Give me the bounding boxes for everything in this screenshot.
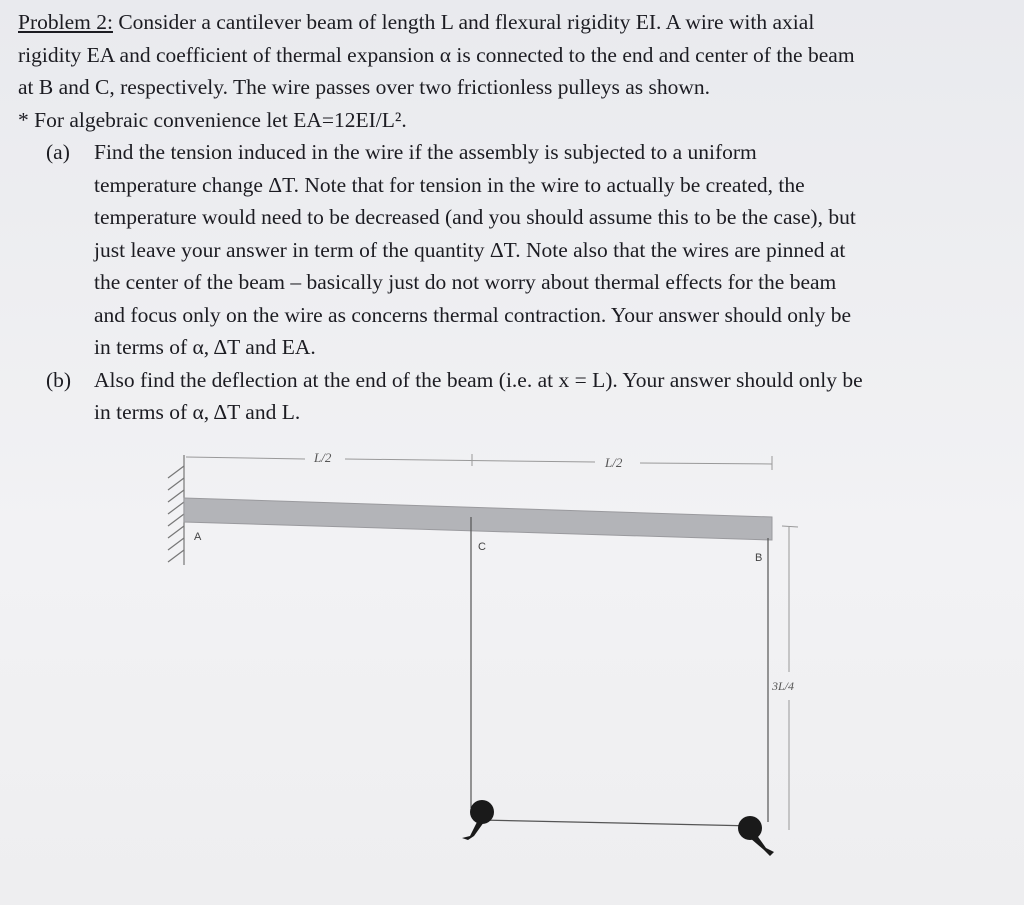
part-b-line: Also find the deflection at the end of the beam (i.e. at x = L). Your answer should only be	[94, 367, 863, 392]
part-a-line: and focus only on the wire as concerns thermal contraction. Your answer should only be	[94, 302, 852, 327]
intro-text-1: Consider a cantilever beam of length L and flexural rigidity EI. A wire with axial	[118, 10, 815, 34]
note-line: * For algebraic convenience let EA=12EI/L².	[18, 107, 407, 132]
point-c-label: C	[478, 541, 486, 553]
intro-line-3: at B and C, respectively. The wire passes over two frictionless pulleys as shown.	[18, 75, 711, 99]
dimension-line	[186, 454, 772, 470]
dim-left-label: L/2	[314, 450, 332, 465]
part-b-label: (b)	[46, 367, 72, 392]
vertical-dimension	[782, 526, 798, 830]
part-a-line: the center of the beam – basically just do not worry about thermal effects for the beam	[94, 270, 837, 294]
dim-right-label: L/2	[605, 455, 623, 470]
point-a-label: A	[194, 531, 202, 543]
beam	[184, 498, 772, 540]
part-a-line: in terms of α, ΔT and EA.	[94, 335, 316, 359]
part-a-line: just leave your answer in term of the quantity ΔT. Note also that the wires are pinned at	[94, 237, 846, 262]
part-b-line: in terms of α, ΔT and L.	[94, 400, 301, 424]
part-a-line: temperature change ΔT. Note that for tension in the wire to actually be created, the	[94, 172, 805, 197]
part-a-line: Find the tension induced in the wire if the assembly is subjected to a uniform	[94, 140, 757, 164]
dim-vertical-label: 3L/4	[772, 679, 795, 693]
point-b-label: B	[755, 552, 763, 564]
part-a-label: (a)	[46, 140, 70, 164]
wire	[471, 517, 768, 826]
pulley-left	[462, 800, 494, 840]
problem-heading: Problem 2:	[18, 10, 113, 34]
part-a-line: temperature would need to be decreased (and you should assume this to be the case), but	[94, 205, 856, 229]
intro-line-2: rigidity EA and coefficient of thermal expansion α is connected to the end and center of the beam	[18, 42, 855, 67]
fixed-wall	[168, 455, 184, 565]
